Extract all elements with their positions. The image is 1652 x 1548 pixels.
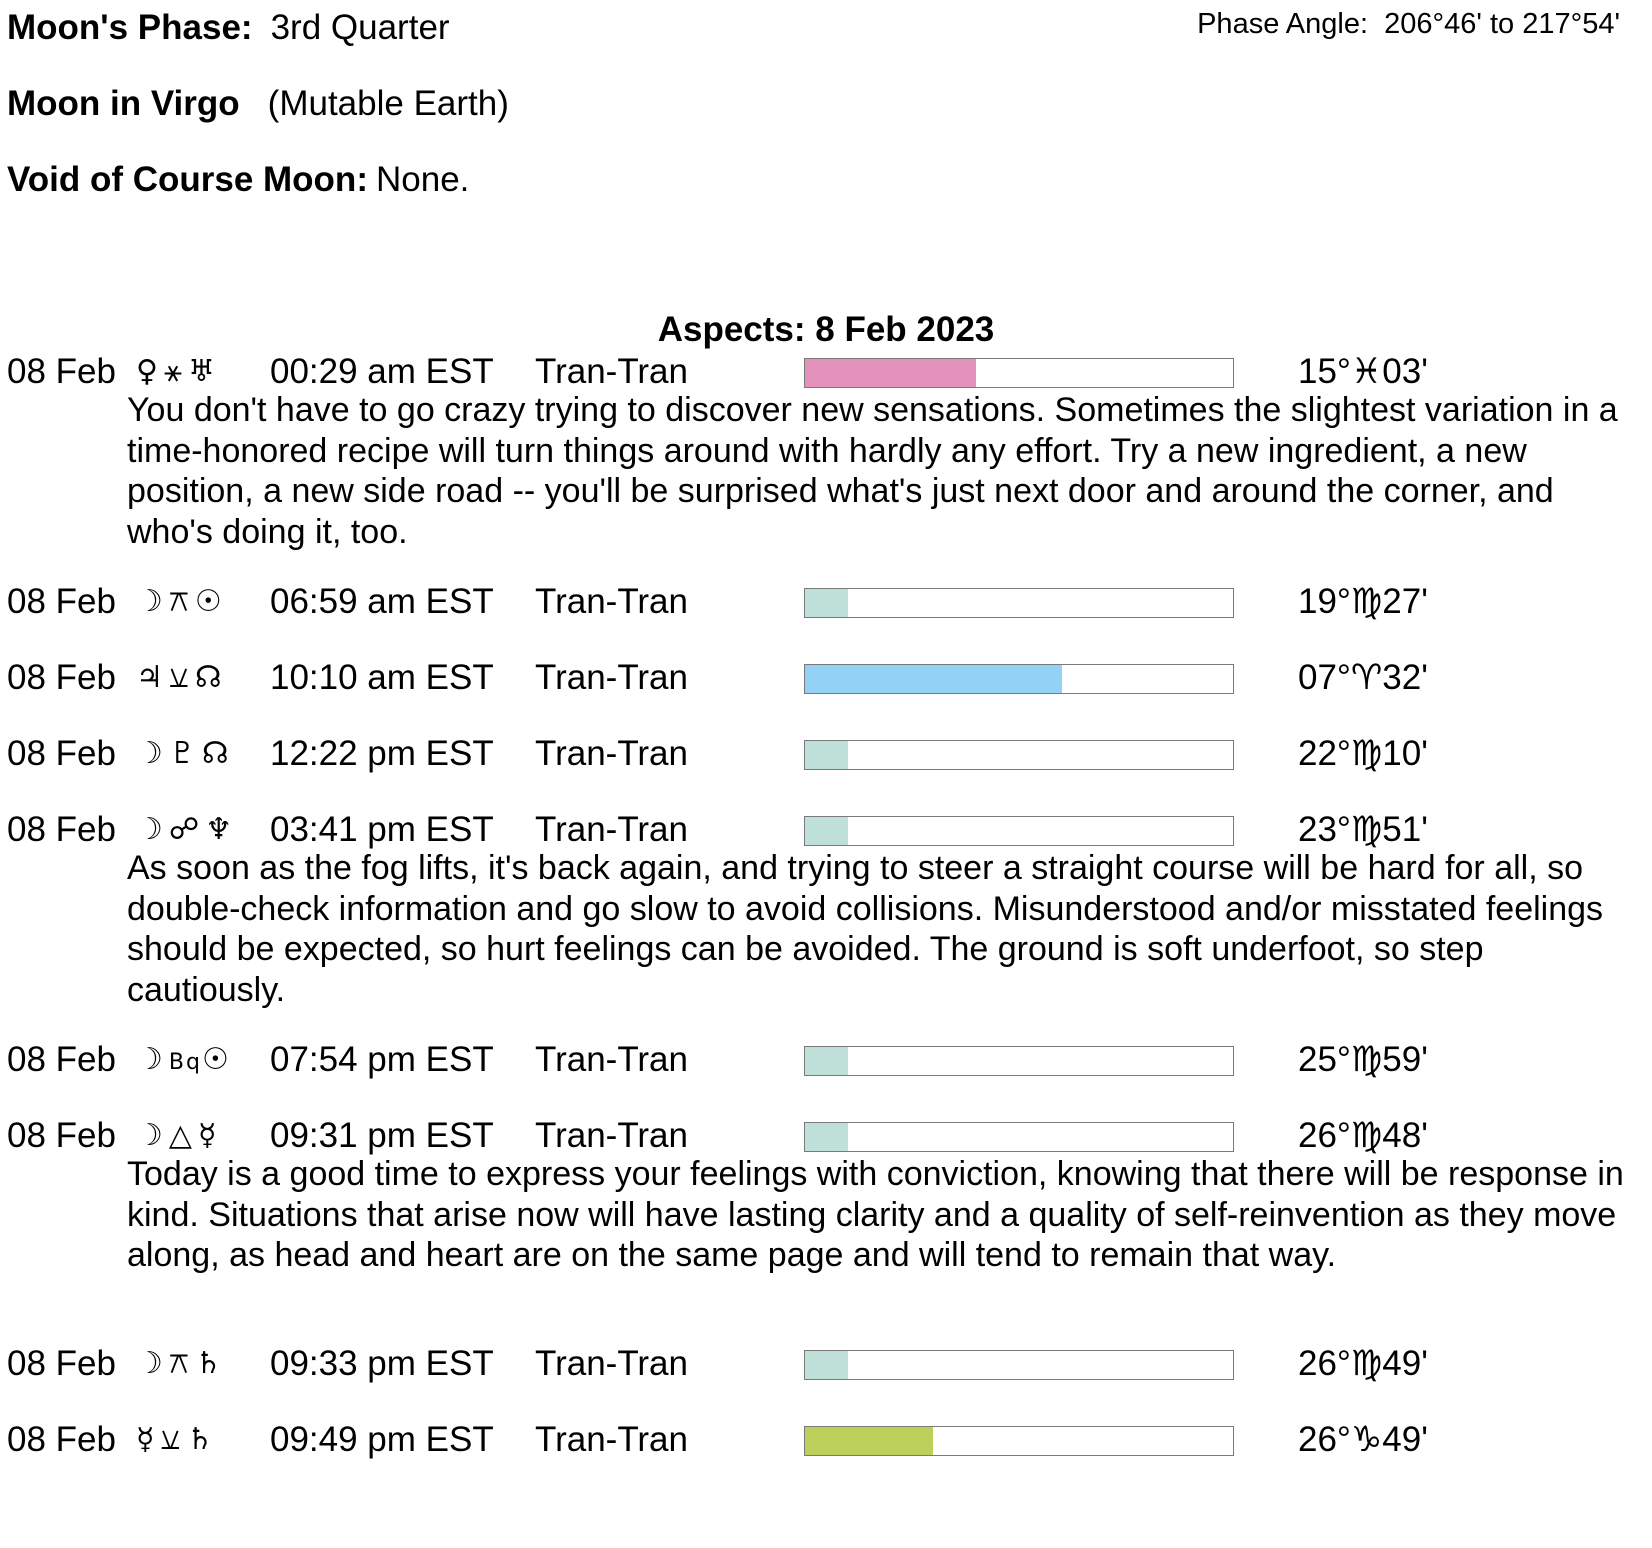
aspect-time: 12:22 pm EST xyxy=(270,734,494,773)
aspect-glyph: Bq xyxy=(168,1050,202,1075)
strength-bar-fill xyxy=(805,1427,933,1455)
phase-angle-label: Phase Angle: xyxy=(1197,8,1369,40)
aspect-date: 08 Feb xyxy=(7,810,116,849)
moon-sign-label: Moon in Virgo xyxy=(7,84,240,123)
aspect-glyph: ⚻ xyxy=(168,584,195,619)
aspect-row xyxy=(0,352,1652,392)
aspect-glyph: ☍ xyxy=(168,812,206,847)
aspect-position: 22°♍10' xyxy=(1298,734,1428,773)
planet2-glyph: ☊ xyxy=(194,660,228,695)
strength-bar-fill xyxy=(805,1351,848,1379)
planet1-glyph: ☽ xyxy=(136,1346,169,1381)
aspect-date: 08 Feb xyxy=(7,352,116,391)
aspect-date: 08 Feb xyxy=(7,734,116,773)
aspect-date: 08 Feb xyxy=(7,1116,116,1155)
aspect-row xyxy=(0,1040,1652,1080)
planet1-glyph: ♀ xyxy=(136,354,164,389)
aspect-row xyxy=(0,1344,1652,1384)
aspect-position: 15°♓03' xyxy=(1298,352,1428,391)
aspect-glyphs xyxy=(136,1116,248,1156)
aspect-glyphs xyxy=(136,582,248,622)
aspect-row xyxy=(0,1420,1652,1460)
aspect-type: Tran-Tran xyxy=(535,582,688,621)
phase-angle xyxy=(1197,6,1620,42)
aspect-type: Tran-Tran xyxy=(535,1420,688,1459)
planet2-glyph: ☉ xyxy=(201,1042,235,1077)
aspect-time: 10:10 am EST xyxy=(270,658,494,697)
aspect-type: Tran-Tran xyxy=(535,658,688,697)
planet1-glyph: ☽ xyxy=(136,584,169,619)
planet1-glyph: ☽ xyxy=(136,812,169,847)
strength-bar-fill xyxy=(805,1047,848,1075)
aspect-row xyxy=(0,1116,1652,1156)
aspect-type: Tran-Tran xyxy=(535,1116,688,1155)
aspect-glyphs xyxy=(136,1420,248,1460)
aspect-description: You don't have to go crazy trying to discover new sensations. Sometimes the slightest variation in a time-honored recipe will turn things around with hardly any effort. Try a new ingredient, a new position, a new side road -- you'll be surprised what's just next door and around the corner, and who's doing it, too. xyxy=(127,391,1618,551)
aspect-type: Tran-Tran xyxy=(535,352,688,391)
aspect-date: 08 Feb xyxy=(7,1040,116,1079)
aspect-type: Tran-Tran xyxy=(535,810,688,849)
planet1-glyph: ☽ xyxy=(136,1118,169,1153)
strength-bar-fill xyxy=(805,741,848,769)
planet2-glyph: ♄ xyxy=(186,1422,220,1457)
aspect-description: As soon as the fog lifts, it's back again, and trying to steer a straight course will be hard for all, so double-check information and go slow to avoid collisions. Misunderstood and/or misstated feelings should be expected, so hurt feelings can be avoided. The ground is soft underfoot, so step cautiously. xyxy=(127,849,1604,1009)
aspect-glyphs xyxy=(136,734,248,774)
aspect-row xyxy=(0,810,1652,850)
void-of-course-value: None. xyxy=(375,160,470,199)
aspect-position: 26°♍48' xyxy=(1298,1116,1428,1155)
moon-phase-line xyxy=(7,8,450,48)
aspect-date: 08 Feb xyxy=(7,1344,116,1383)
strength-bar xyxy=(804,1426,1234,1456)
aspect-time: 09:49 pm EST xyxy=(270,1420,494,1459)
strength-bar xyxy=(804,1350,1234,1380)
strength-bar xyxy=(804,816,1234,846)
aspect-row xyxy=(0,734,1652,774)
aspect-glyphs xyxy=(136,1040,248,1083)
strength-bar xyxy=(804,358,1234,388)
aspect-type: Tran-Tran xyxy=(535,1040,688,1079)
aspect-glyph: ⚺ xyxy=(168,660,195,695)
planet2-glyph: ♅ xyxy=(187,354,221,389)
aspect-date: 08 Feb xyxy=(7,658,116,697)
aspect-position: 25°♍59' xyxy=(1298,1040,1428,1079)
aspect-position: 07°♈32' xyxy=(1298,658,1428,697)
planet1-glyph: ☽ xyxy=(136,736,169,771)
aspect-type: Tran-Tran xyxy=(535,1344,688,1383)
planet1-glyph: ☿ xyxy=(136,1422,161,1457)
aspect-glyphs xyxy=(136,1344,248,1384)
aspects-title: Aspects: 8 Feb 2023 xyxy=(657,310,995,349)
aspect-date: 08 Feb xyxy=(7,1420,116,1459)
aspect-position: 23°♍51' xyxy=(1298,810,1428,849)
aspect-time: 03:41 pm EST xyxy=(270,810,494,849)
planet1-glyph: ♃ xyxy=(136,660,169,695)
strength-bar xyxy=(804,664,1234,694)
aspect-glyph: ⚻ xyxy=(168,1346,195,1381)
aspect-time: 09:31 pm EST xyxy=(270,1116,494,1155)
aspect-time: 00:29 am EST xyxy=(270,352,494,391)
aspect-glyphs xyxy=(136,352,248,392)
aspect-glyph: △ xyxy=(168,1118,198,1153)
strength-bar-fill xyxy=(805,1123,848,1151)
aspect-time: 09:33 pm EST xyxy=(270,1344,494,1383)
aspect-glyphs xyxy=(136,810,248,850)
planet2-glyph: ♄ xyxy=(194,1346,228,1381)
strength-bar xyxy=(804,588,1234,618)
strength-bar-fill xyxy=(805,589,848,617)
planet2-glyph: ☉ xyxy=(194,584,228,619)
aspect-description: Today is a good time to express your feelings with conviction, knowing that there will be response in kind. Situations that arise now will have lasting clarity and a quality of self-reinvention as they move along, as head and heart are on the same page and will tend to remain that way. xyxy=(127,1155,1624,1274)
phase-angle-value: 206°46' to 217°54' xyxy=(1384,8,1620,40)
aspect-glyph: ⚺ xyxy=(160,1422,187,1457)
planet2-glyph: ☿ xyxy=(197,1118,223,1153)
strength-bar xyxy=(804,1122,1234,1152)
strength-bar-fill xyxy=(805,665,1062,693)
aspect-row xyxy=(0,658,1652,698)
aspect-position: 19°♍27' xyxy=(1298,582,1428,621)
strength-bar xyxy=(804,1046,1234,1076)
aspect-time: 06:59 am EST xyxy=(270,582,494,621)
strength-bar-fill xyxy=(805,817,848,845)
aspect-position: 26°♍49' xyxy=(1298,1344,1428,1383)
moon-phase-value: 3rd Quarter xyxy=(270,8,450,47)
aspect-type: Tran-Tran xyxy=(535,734,688,773)
moon-sign-line xyxy=(7,84,509,124)
aspect-row xyxy=(0,582,1652,622)
void-of-course-line xyxy=(7,160,469,200)
aspect-time: 07:54 pm EST xyxy=(270,1040,494,1079)
aspect-date: 08 Feb xyxy=(7,582,116,621)
strength-bar-fill xyxy=(805,359,976,387)
void-of-course-label: Void of Course Moon: xyxy=(7,160,368,199)
moon-phase-label: Moon's Phase: xyxy=(7,8,253,47)
aspect-position: 26°♑49' xyxy=(1298,1420,1428,1459)
aspect-glyphs xyxy=(136,658,248,698)
aspect-glyph: ♇ xyxy=(168,736,202,771)
aspect-glyph: ⚹ xyxy=(163,354,188,389)
planet2-glyph: ☊ xyxy=(201,736,235,771)
planet1-glyph: ☽ xyxy=(136,1042,169,1077)
planet2-glyph: ♆ xyxy=(205,812,239,847)
strength-bar xyxy=(804,740,1234,770)
moon-sign-element: (Mutable Earth) xyxy=(267,84,509,123)
